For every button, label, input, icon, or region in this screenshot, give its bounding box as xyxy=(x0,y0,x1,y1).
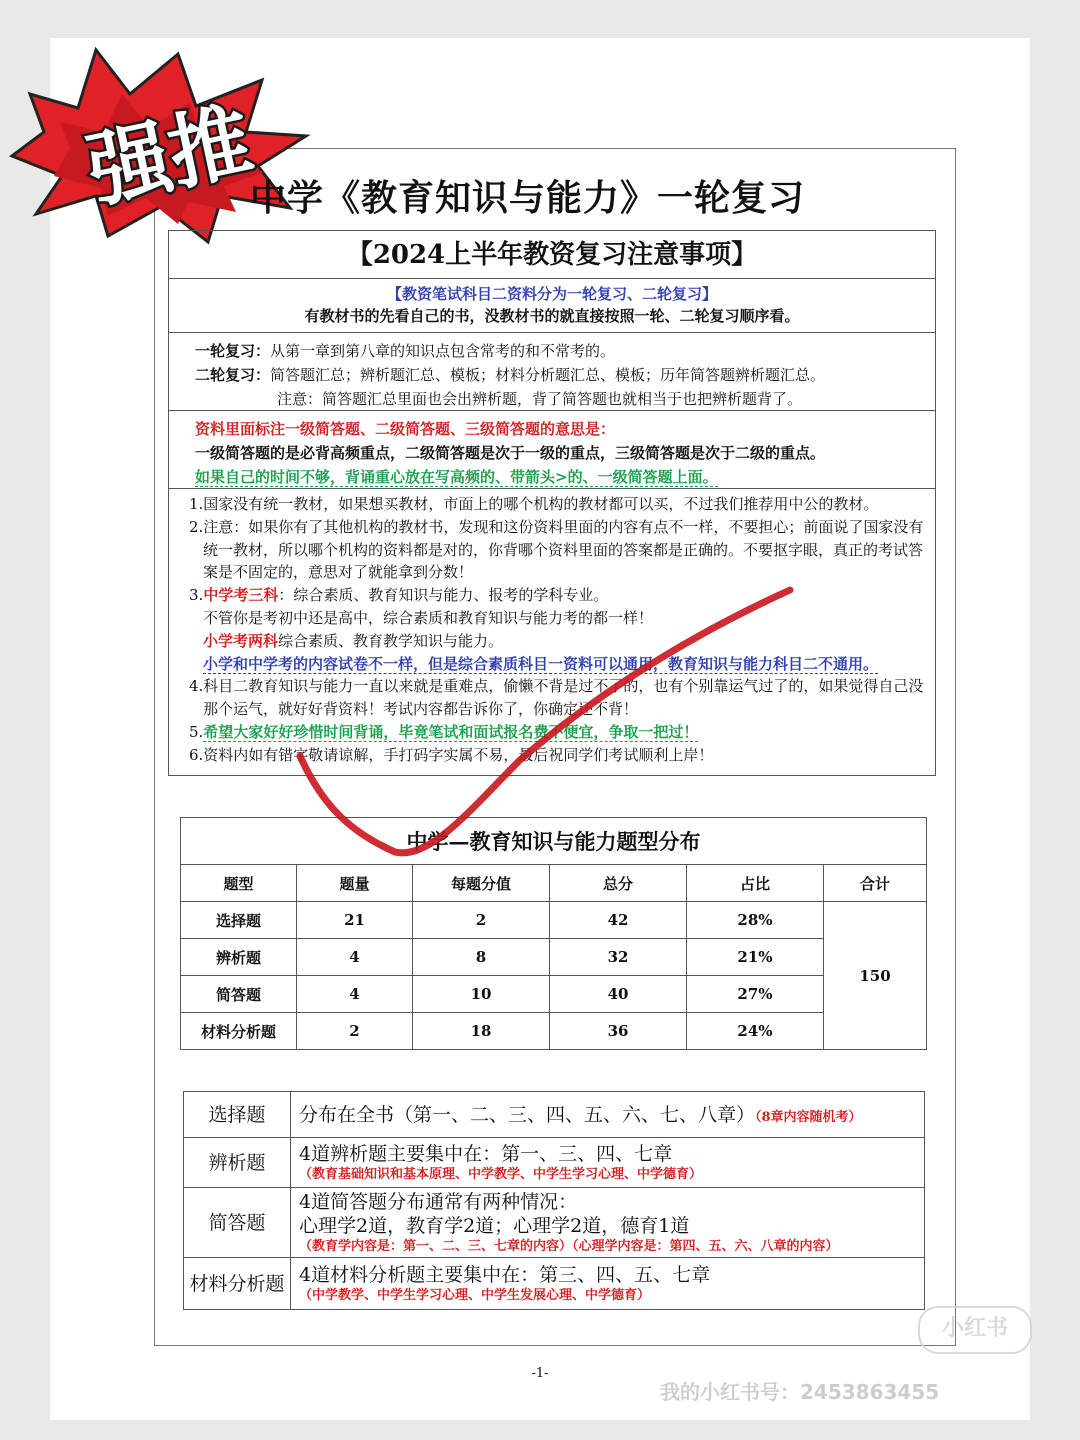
cell-count: 21 xyxy=(297,902,413,939)
table-header-row xyxy=(181,865,927,902)
cell-points: 10 xyxy=(413,976,550,1013)
badge-text: 强推 xyxy=(80,92,261,221)
note-item-1: 1.国家没有统一教材，如果想买教材，市面上的哪个机构的教材都可以买，不过我们推荐用中公的教材。 xyxy=(189,495,879,513)
question-levels-section xyxy=(169,411,935,489)
round2-text: 简答题汇总；辨析题汇总、模板；材料分析题汇总、模板；历年简答题辨析题汇总。 xyxy=(270,366,826,384)
short-answer-note: （教育学内容是：第一、二、三、七章的内容）（心理学内容是：第四、五、六、八章的内容） xyxy=(299,1238,839,1254)
levels-tip xyxy=(195,465,935,489)
note-item-3-line4 xyxy=(189,653,929,676)
row-key: 辨析题 xyxy=(184,1138,291,1188)
levels-explanation: 一级简答题的是必背高频重点，二级简答题是次于一级的重点，三级简答题是次于二级的重点。 xyxy=(195,444,826,462)
cell-count: 4 xyxy=(297,939,413,976)
middle-school-subjects: ：综合素质、教育知识与能力、报考的学科专业。 xyxy=(278,586,609,605)
row-key: 简答题 xyxy=(184,1188,291,1258)
primary-school-subjects-label: 小学考两科 xyxy=(203,631,279,650)
round2-label: 二轮复习： xyxy=(195,366,271,384)
note-item-5-number: 5. xyxy=(189,722,204,741)
common-materials-note: 小学和中学考的内容试卷不一样，但是综合素质科目一资料可以通用，教育知识与能力科目二不通用。 xyxy=(203,654,879,673)
table-row xyxy=(184,1188,925,1258)
question-type-table xyxy=(180,817,927,1050)
cell-total: 40 xyxy=(550,976,687,1013)
row-value xyxy=(291,1258,925,1310)
cell-points: 18 xyxy=(413,1013,550,1050)
table-row xyxy=(181,1013,927,1050)
chapter-distribution-table xyxy=(183,1091,925,1310)
row-key: 选择题 xyxy=(184,1092,291,1138)
note-item-3 xyxy=(189,584,929,607)
header-ratio: 占比 xyxy=(687,865,824,902)
header-total: 总分 xyxy=(550,865,687,902)
cell-points: 8 xyxy=(413,939,550,976)
cell-type: 简答题 xyxy=(181,976,297,1013)
table-row xyxy=(181,939,927,976)
table-caption: 中学—教育知识与能力题型分布 xyxy=(181,818,927,865)
levels-tip-text: 如果自己的时间不够，背诵重心放在写高频的、带箭头>的、一级简答题上面。 xyxy=(195,468,718,486)
material-note: （中学教学、中学生学习心理、中学生发展心理、中学德育） xyxy=(299,1287,651,1303)
notice-materials-section xyxy=(169,279,935,333)
header-count: 题量 xyxy=(297,865,413,902)
note-item-4: 4.科目二教育知识与能力一直以来就是重难点，偷懒不背是过不了的，也有个别靠运气过了的，如果觉得自己没那个运气，就好好背资料！考试内容都告诉你了，你确定还不背！ xyxy=(189,677,924,719)
note-item-3-number: 3. xyxy=(189,586,204,605)
levels-intro: 资料里面标注一级简答题、二级简答题、三级简答题的意思是： xyxy=(195,420,616,438)
material-chapters: 4道材料分析题主要集中在：第三、四、五、七章 xyxy=(299,1263,711,1286)
table-row xyxy=(184,1092,925,1138)
cell-count: 4 xyxy=(297,976,413,1013)
choice-note: （8章内容随机考） xyxy=(755,1109,862,1125)
round1-line xyxy=(195,339,935,363)
middle-school-subjects-label: 中学考三科 xyxy=(203,586,279,605)
notice-heading: 【2024上半年教资复习注意事项】 xyxy=(169,231,935,279)
app-watermark-logo: 小红书 xyxy=(918,1306,1032,1354)
notes-list xyxy=(169,489,935,767)
table-row xyxy=(184,1258,925,1310)
cell-type: 选择题 xyxy=(181,902,297,939)
header-type: 题型 xyxy=(181,865,297,902)
cell-ratio: 28% xyxy=(687,902,824,939)
header-points: 每题分值 xyxy=(413,865,550,902)
note-item-2: 2.注意：如果你有了其他机构的教材书，发现和这份资料里面的内容有点不一样，不要担心；前面说了国家没有统一教材，所以哪个机构的资料都是对的，你背哪个资料里面的答案都是正确的。不要抠字眼，真正的考试答案是不固定的，意思对了就能拿到分数！ xyxy=(189,517,924,582)
cell-ratio: 27% xyxy=(687,976,824,1013)
note-item-3-line3 xyxy=(189,630,929,653)
choice-chapters: 分布在全书（第一、二、三、四、五、六、七、八章） xyxy=(299,1103,756,1126)
cell-total: 42 xyxy=(550,902,687,939)
row-value xyxy=(291,1092,925,1138)
row-key: 材料分析题 xyxy=(184,1258,291,1310)
reading-order-line: 有教材书的先看自己的书，没教材书的就直接按照一轮、二轮复习顺序看。 xyxy=(304,307,800,325)
table-row xyxy=(184,1138,925,1188)
review-rounds-section xyxy=(169,333,935,411)
short-answer-line2: 心理学2道，教育学2道；心理学2道，德育1道 xyxy=(299,1214,690,1237)
round1-text: 从第一章到第八章的知识点包含常考的和不常考的。 xyxy=(270,342,616,360)
row-value xyxy=(291,1138,925,1188)
table-row xyxy=(181,976,927,1013)
analysis-chapters: 4道辨析题主要集中在：第一、三、四、七章 xyxy=(299,1142,673,1165)
cell-ratio: 21% xyxy=(687,939,824,976)
round2-line xyxy=(195,363,935,387)
account-id-watermark: 我的小红书号：2453863455 xyxy=(660,1380,940,1404)
round-note: 注意：简答题汇总里面也会出辨析题，背了简答题也就相当于也把辨析题背了。 xyxy=(277,390,803,408)
header-sum: 合计 xyxy=(824,865,927,902)
cell-total: 32 xyxy=(550,939,687,976)
note-item-3-line2: 不管你是考初中还是高中，综合素质和教育知识与能力考的都一样！ xyxy=(203,608,654,627)
note-item-5-text: 希望大家好好珍惜时间背诵，毕竟笔试和面试报名费不便宜，争取一把过！ xyxy=(203,722,699,741)
cell-ratio: 24% xyxy=(687,1013,824,1050)
note-item-5 xyxy=(189,721,929,744)
analysis-note: （教育基础知识和基本原理、中学教学、中学生学习心理、中学德育） xyxy=(299,1166,703,1182)
notice-box xyxy=(168,230,936,776)
row-value xyxy=(291,1188,925,1258)
cell-points: 2 xyxy=(413,902,550,939)
cell-type: 辨析题 xyxy=(181,939,297,976)
materials-split-line: 【教资笔试科目二资料分为一轮复习、二轮复习】 xyxy=(386,285,717,303)
table-row xyxy=(181,902,927,939)
round1-label: 一轮复习： xyxy=(195,342,271,360)
cell-grand-total: 150 xyxy=(824,902,927,1050)
page-title: 中学《教育知识与能力》一轮复习 xyxy=(250,177,806,219)
cell-type: 材料分析题 xyxy=(181,1013,297,1050)
short-answer-line1: 4道简答题分布通常有两种情况： xyxy=(299,1190,578,1213)
cell-total: 36 xyxy=(550,1013,687,1050)
page-number: -1- xyxy=(531,1366,549,1381)
primary-school-subjects: 综合素质、教育教学知识与能力。 xyxy=(278,631,504,650)
note-item-6: 6.资料内如有错字敬请谅解，手打码字实属不易，最后祝同学们考试顺利上岸！ xyxy=(189,745,714,764)
cell-count: 2 xyxy=(297,1013,413,1050)
